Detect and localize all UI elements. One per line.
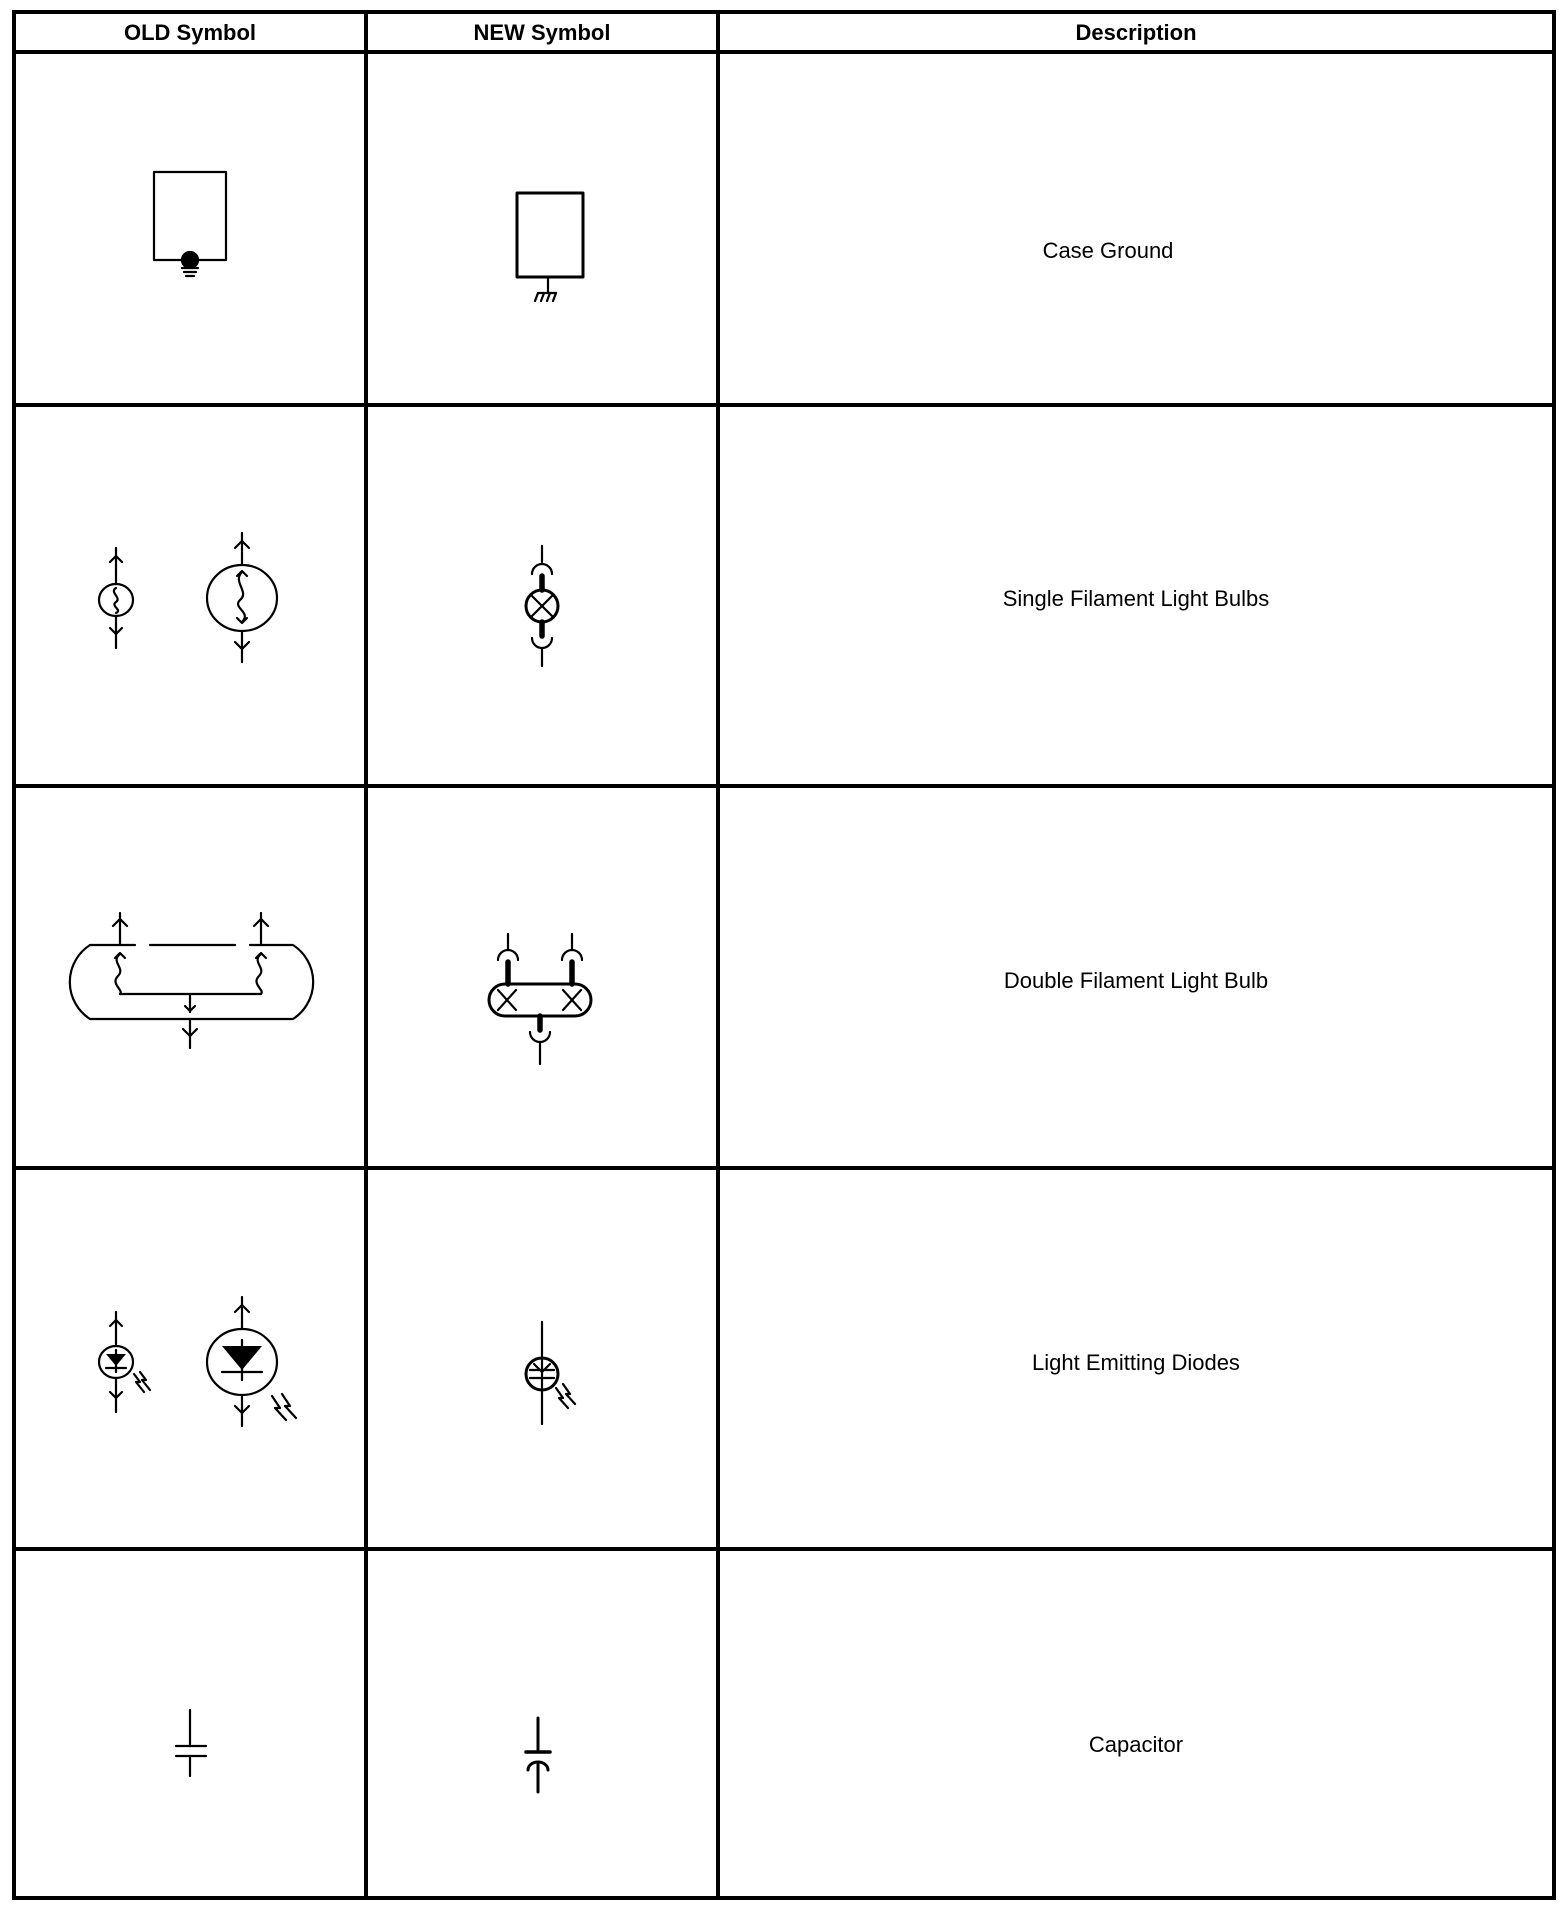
row-4-description: Light Emitting Diodes [1032, 1350, 1240, 1375]
capacitor-old-icon [176, 1710, 206, 1776]
capacitor-new-icon [526, 1718, 550, 1792]
single-filament-bulb-old-icon [99, 533, 277, 662]
led-old-icon [99, 1297, 296, 1426]
led-new-icon [526, 1322, 575, 1424]
double-filament-bulb-new-icon [489, 934, 591, 1064]
single-filament-bulb-new-icon [526, 546, 558, 666]
case-ground-new-icon [517, 193, 583, 301]
header-old-symbol: OLD Symbol [123, 20, 257, 45]
row-2-description: Single Filament Light Bulbs [1002, 586, 1270, 611]
header-new-symbol: NEW Symbol [473, 20, 611, 45]
double-filament-bulb-old-icon [70, 913, 313, 1048]
table-grid [14, 10, 1554, 1900]
row-1-description: Case Ground [1042, 238, 1174, 263]
header-description: Description [1075, 20, 1197, 45]
row-5-description: Capacitor [1088, 1732, 1184, 1757]
case-ground-old-icon [154, 172, 226, 276]
row-3-description: Double Filament Light Bulb [1003, 968, 1269, 993]
